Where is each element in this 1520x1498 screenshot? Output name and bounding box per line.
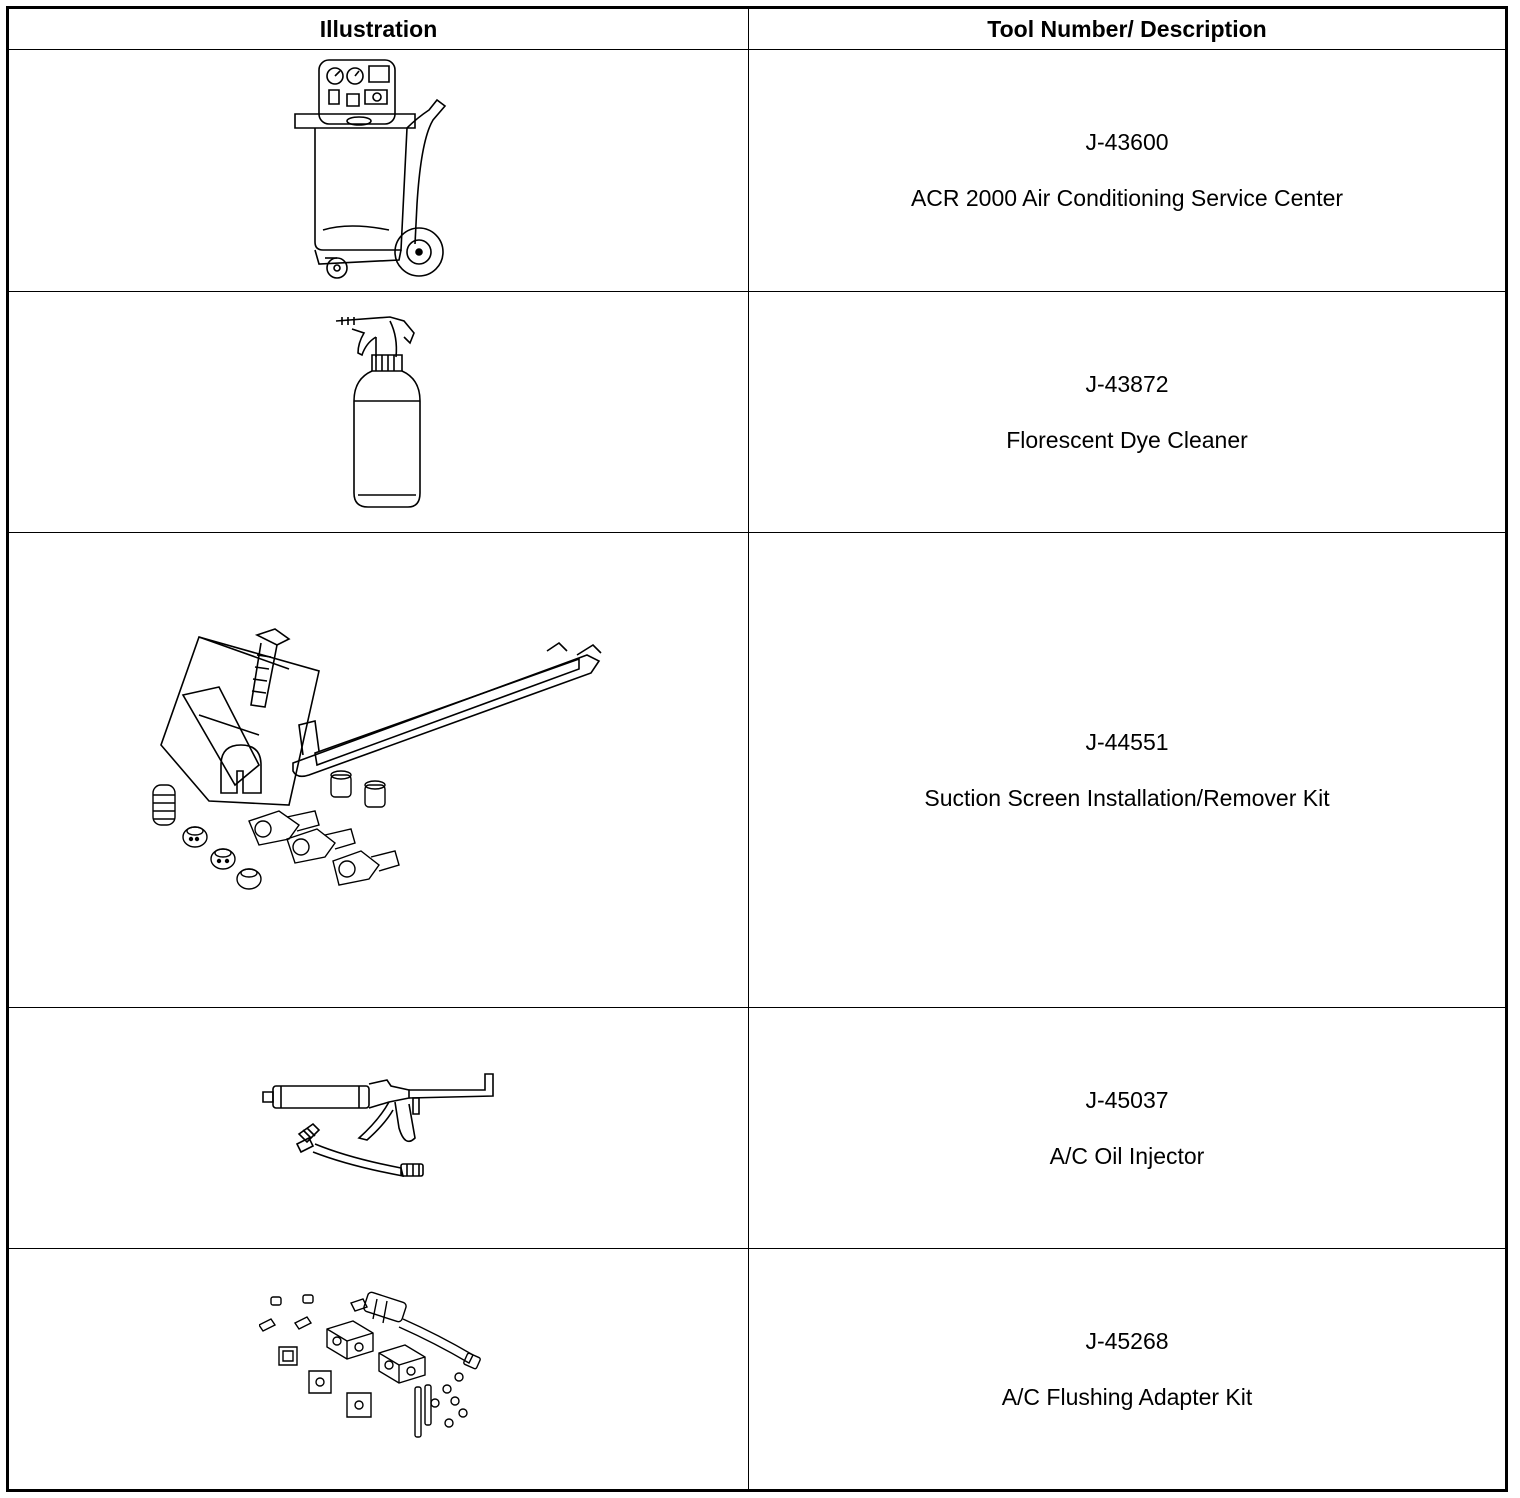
table-row [8, 291, 1507, 533]
table-row [8, 533, 1507, 1008]
table-row [8, 1249, 1507, 1491]
tool-description: Florescent Dye Cleaner [1006, 426, 1248, 453]
table-row [8, 1007, 1507, 1249]
illustration-cell [8, 533, 749, 1008]
ac-service-center-cart-illustration [289, 54, 469, 286]
tool-table [6, 6, 1508, 1492]
tool-description: ACR 2000 Air Conditioning Service Center [910, 185, 1344, 212]
oil-injector-gun-illustration [259, 1068, 499, 1188]
tool-number: J-44551 [1085, 728, 1169, 755]
tool-number: J-43872 [1085, 370, 1169, 397]
tool-number: J-45268 [1085, 1328, 1169, 1355]
tool-cell [749, 1007, 1507, 1249]
flushing-adapter-kit-illustration [259, 1289, 499, 1449]
illustration-cell [8, 1007, 749, 1249]
tool-description: Suction Screen Installation/Remover Kit [924, 784, 1330, 811]
tool-description: A/C Oil Injector [1049, 1143, 1205, 1170]
header-tool-description: Tool Number/ Description [749, 8, 1507, 50]
table-row [8, 50, 1507, 292]
tool-cell [749, 50, 1507, 292]
illustration-cell [8, 291, 749, 533]
tool-cell [749, 1249, 1507, 1491]
illustration-cell [8, 50, 749, 292]
tool-description: A/C Flushing Adapter Kit [1001, 1384, 1253, 1411]
tool-cell [749, 291, 1507, 533]
tool-cell [749, 533, 1507, 1008]
table-header-row [8, 8, 1507, 50]
suction-screen-kit-illustration [139, 625, 619, 915]
tool-number: J-43600 [1085, 129, 1169, 156]
tool-number: J-45037 [1085, 1087, 1169, 1114]
spray-bottle-illustration [324, 307, 434, 517]
illustration-cell [8, 1249, 749, 1491]
header-illustration: Illustration [8, 8, 749, 50]
